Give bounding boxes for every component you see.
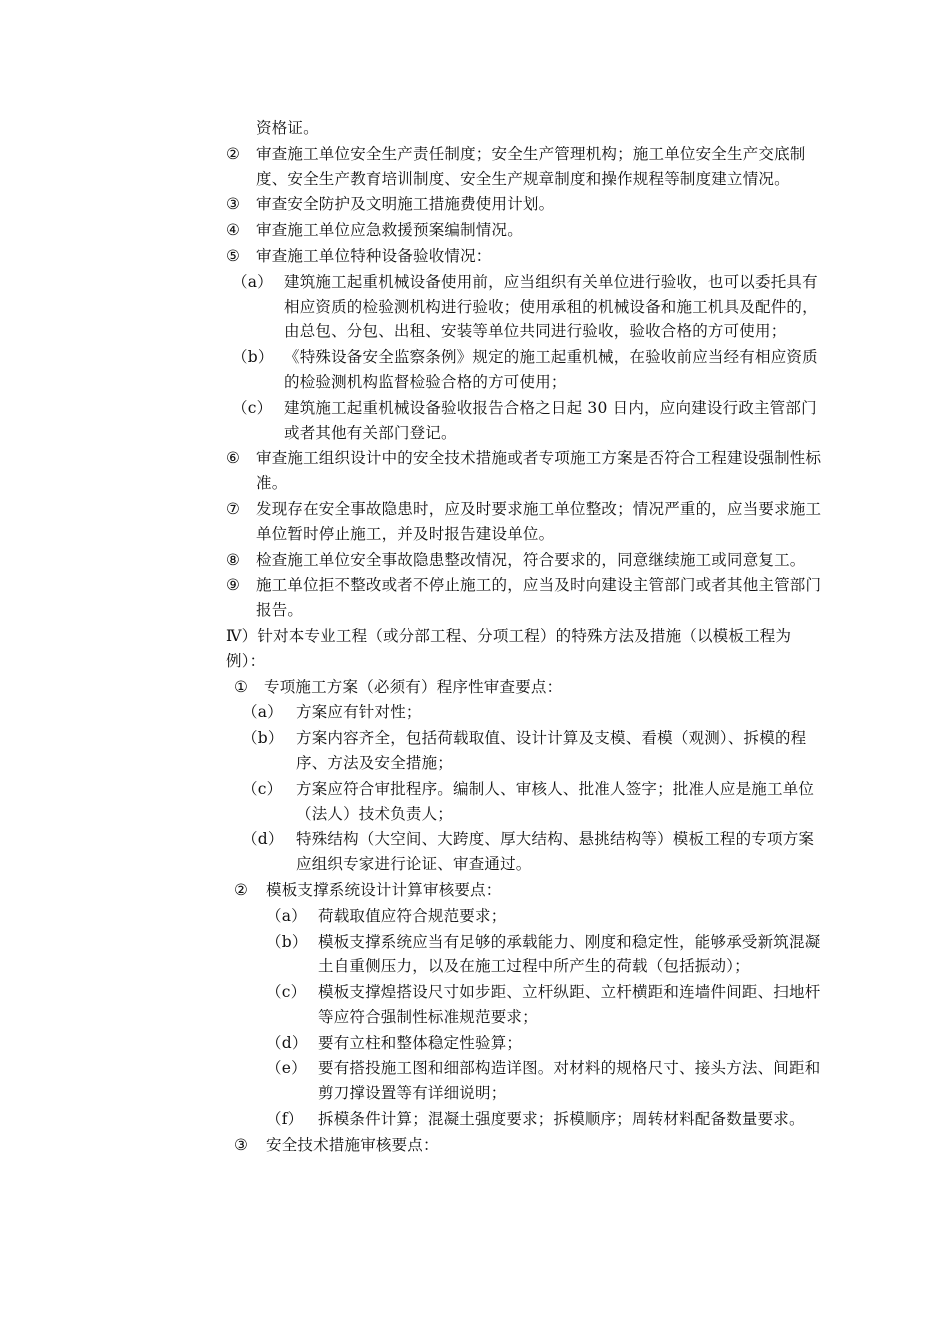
point-sub-item	[266, 930, 826, 980]
section-heading	[226, 624, 826, 674]
list-item-text: 施工单位拒不整改或者不停止施工的，应当及时向建设主管部门或者其他主管部门报告。	[256, 576, 822, 620]
point-text: 专项施工方案（必须有）程序性审查要点：	[264, 677, 563, 696]
list-marker: ③	[226, 195, 241, 214]
sub-list-item	[232, 270, 826, 344]
sub-list-marker: （c）	[232, 398, 273, 417]
point-sub-item	[242, 777, 826, 827]
point-sub-marker: （d）	[266, 1033, 308, 1052]
point-sub-marker: （c）	[266, 983, 307, 1002]
sub-list-item-text: 建筑施工起重机械设备验收报告合格之日起 30 日内，应向建设行政主管部门或者其他有关部门登记。	[284, 398, 817, 442]
point-sub-marker: （d）	[242, 830, 284, 849]
point-text: 安全技术措施审核要点：	[266, 1135, 439, 1154]
sub-list-marker: （b）	[232, 348, 274, 367]
list-marker: ⑨	[226, 576, 241, 595]
paragraph-text: 资格证。	[256, 119, 319, 137]
point-sub-item	[266, 904, 826, 929]
list-marker: ⑤	[226, 246, 241, 265]
list-item-text: 发现存在安全事故隐患时，应及时要求施工单位整改；情况严重的，应当要求施工单位暂时停止施工，并及时报告建设单位。	[256, 499, 822, 543]
point-sub-item	[242, 726, 826, 776]
list-item	[226, 446, 826, 496]
point-sub-text: 方案应有针对性；	[296, 703, 422, 722]
list-marker: ⑥	[226, 449, 241, 468]
sub-list-item-text: 建筑施工起重机械设备使用前，应当组织有关单位进行验收，也可以委托具有相应资质的检验测机构进行验收；使用承租的机械设备和施工机具及配件的，由总包、分包、出租、安装等单位共同进行验收，验收合格的方可使用；	[284, 272, 818, 341]
point-sub-marker: （b）	[266, 932, 308, 951]
point-sub-text: 特殊结构（大空间、大跨度、厚大结构、悬挑结构等）模板工程的专项方案应组织专家进行论证、审查通过。	[296, 830, 815, 874]
point-sub-text: 模板支撑煌搭设尺寸如步距、立杆纵距、立杆横距和连墙件间距、扫地杆等应符合强制性标准规范要求；	[318, 983, 821, 1026]
list-item	[226, 573, 826, 623]
list-item-text: 审查施工单位应急救援预案编制情况。	[256, 221, 523, 240]
list-item-text: 检查施工单位安全事故隐患整改情况，符合要求的，同意继续施工或同意复工。	[256, 550, 806, 569]
list-item	[226, 142, 826, 192]
point-item	[234, 878, 826, 903]
list-item-text: 审查施工组织设计中的安全技术措施或者专项施工方案是否符合工程建设强制性标准。	[256, 449, 822, 493]
point-sub-text: 方案内容齐全，包括荷载取值、设计计算及支模、看模（观测）、拆模的程序、方法及安全措施；	[296, 729, 807, 772]
sub-list-item	[232, 345, 826, 395]
list-item	[226, 497, 826, 547]
point-sub-text: 荷载取值应符合规范要求；	[318, 906, 507, 925]
point-item	[234, 1133, 826, 1158]
paragraph-continuation	[226, 116, 826, 141]
list-item-text: 审查施工单位安全生产责任制度；安全生产管理机构；施工单位安全生产交底制度、安全生产教育培训制度、安全生产规章制度和操作规程等制度建立情况。	[256, 144, 806, 188]
point-marker: ②	[234, 880, 249, 899]
list-item-text: 审查安全防护及文明施工措施费使用计划。	[256, 195, 555, 214]
point-sub-text: 模板支撑系统应当有足够的承载能力、刚度和稳定性，能够承受新筑混凝土自重侧压力，以及在施工过程中所产生的荷载（包括振动）；	[318, 932, 821, 976]
point-sub-item	[266, 1056, 826, 1106]
list-item	[226, 218, 826, 243]
point-sub-item	[242, 827, 826, 877]
list-item	[226, 548, 826, 573]
list-item	[226, 192, 826, 217]
point-sub-item	[266, 1107, 826, 1132]
section-heading-text: Ⅳ）针对本专业工程（或分部工程、分项工程）的特殊方法及措施（以模板工程为例）：	[226, 626, 792, 670]
sub-list-item	[232, 396, 826, 446]
point-sub-text: 要有立柱和整体稳定性验算；	[318, 1033, 523, 1052]
point-sub-marker: （f）	[266, 1110, 304, 1129]
list-item	[226, 244, 826, 269]
sub-list-marker: （a）	[232, 272, 273, 291]
list-item-text: 审查施工单位特种设备验收情况：	[256, 246, 492, 265]
point-sub-marker: （a）	[266, 906, 307, 925]
point-sub-marker: （a）	[242, 703, 283, 722]
point-sub-text: 拆模条件计算；混凝土强度要求；拆模顺序；周转材料配备数量要求。	[318, 1110, 805, 1129]
point-marker: ③	[234, 1135, 249, 1154]
list-marker: ②	[226, 144, 241, 163]
point-sub-marker: （c）	[242, 779, 283, 798]
point-sub-item	[266, 980, 826, 1030]
document-body	[226, 116, 826, 1159]
point-sub-item	[242, 700, 826, 725]
point-item	[234, 675, 826, 700]
point-sub-text: 要有搭投施工图和细部构造详图。对材料的规格尺寸、接头方法、间距和剪刀撑设置等有详细说明；	[318, 1059, 821, 1103]
point-sub-item	[266, 1031, 826, 1056]
point-text: 模板支撑系统设计计算审核要点：	[266, 880, 502, 899]
point-marker: ①	[234, 677, 249, 696]
point-sub-marker: （b）	[242, 729, 284, 748]
list-marker: ⑧	[226, 550, 241, 569]
point-sub-marker: （e）	[266, 1059, 307, 1078]
point-sub-text: 方案应符合审批程序。编制人、审核人、批准人签字；批准人应是施工单位（法人）技术负责人；	[296, 779, 815, 823]
list-marker: ⑦	[226, 499, 241, 518]
sub-list-item-text: 《特殊设备安全监察条例》规定的施工起重机械，在验收前应当经有相应资质的检验测机构监督检验合格的方可使用；	[284, 348, 818, 391]
list-marker: ④	[226, 221, 241, 240]
